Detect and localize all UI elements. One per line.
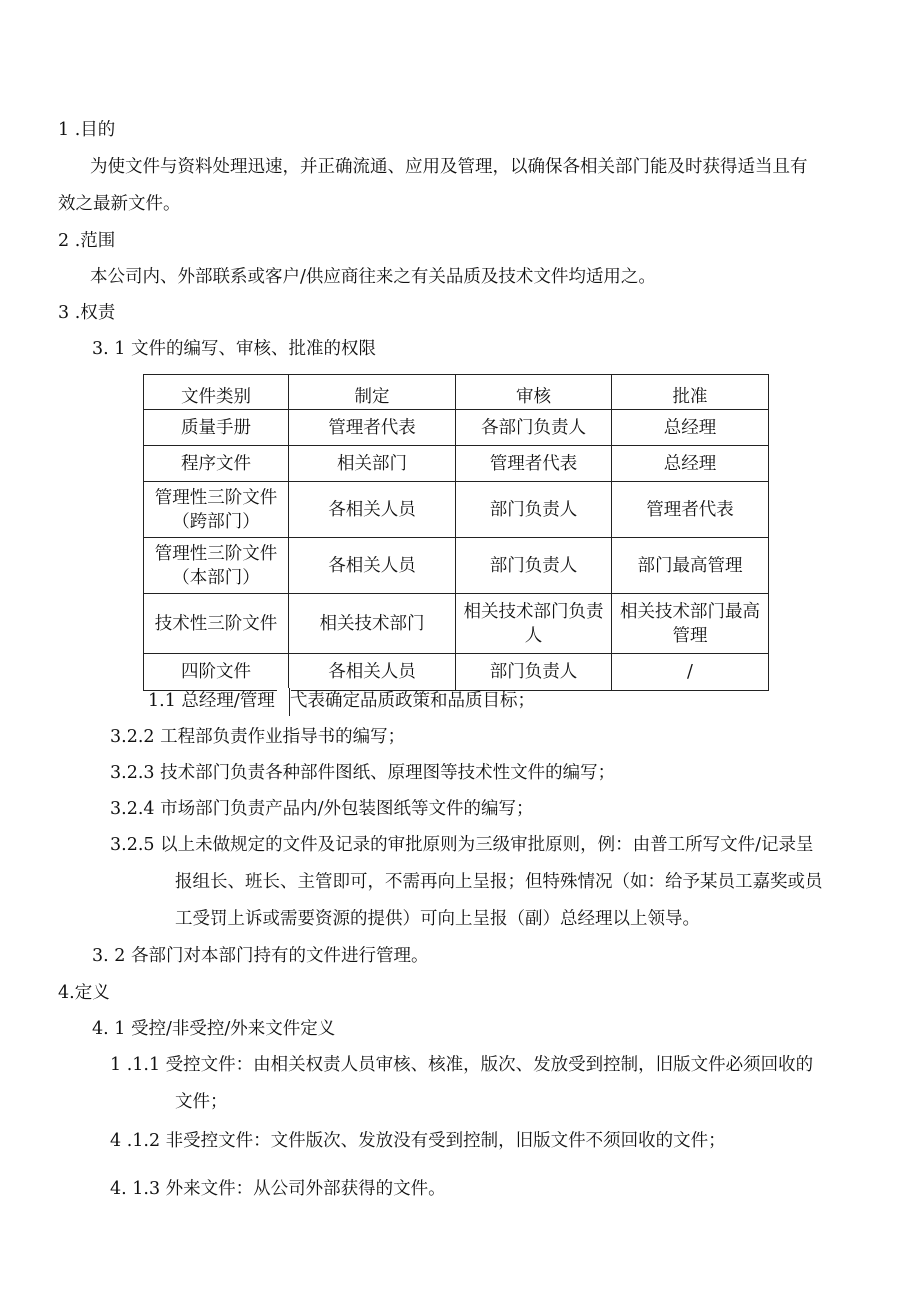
table-cell-line: 相关技术部门最高	[620, 601, 760, 622]
table-cell-line: 部门负责人	[489, 499, 578, 520]
table-cell	[144, 654, 289, 691]
table-cell-line: 各相关人员	[328, 499, 416, 520]
table-cell-line: 各相关人员	[328, 555, 416, 576]
table-cell	[612, 594, 769, 654]
table-header-cell: 文件类别	[144, 375, 289, 410]
table-cell	[289, 594, 456, 654]
table-cell-line: 管理者代表	[328, 417, 416, 438]
table-cell	[144, 538, 289, 594]
table-cell-line: 相关技术部门负责	[463, 601, 604, 622]
table-cell-line: 管理者代表	[489, 453, 578, 474]
table-cell-line: 各部门负责人	[481, 417, 586, 438]
section-2-body: 本公司内、外部联系或客户/供应商往来之有关品质及技术文件均适用之。	[90, 267, 656, 287]
table-cell-line: 人	[524, 625, 543, 646]
table-cell	[456, 410, 612, 446]
table-cell	[289, 482, 456, 538]
table-cell-line: 相关技术部门	[319, 613, 425, 634]
table-cell-line: 总经理	[663, 417, 717, 438]
table-cell	[144, 594, 289, 654]
table-cell	[456, 538, 612, 594]
table-row	[144, 654, 769, 691]
table-cell-line: /	[687, 662, 693, 682]
table-cell-line: （跨部门）	[172, 511, 260, 532]
table-cell	[456, 482, 612, 538]
table-cell	[456, 654, 612, 691]
section-1-body-line1: 为使文件与资料处理迅速，并正确流通、应用及管理，以确保各相关部门能及时获得适当且有	[90, 157, 808, 177]
table-cell	[612, 482, 769, 538]
section-1-body-line2: 效之最新文件。	[58, 194, 181, 214]
table-cell	[612, 538, 769, 594]
section-4-heading: 4.定义	[58, 983, 110, 1003]
table-header-cell: 审核	[456, 375, 612, 410]
table-row	[144, 594, 769, 654]
item-3-2-1-left: 1.1 总经理/管理	[148, 691, 275, 711]
item-4-1-3: 4. 1.3 外来文件：从公司外部获得的文件。	[110, 1179, 446, 1199]
authority-table	[143, 374, 768, 690]
table-cell-line: （本部门）	[172, 567, 260, 588]
table-cell	[612, 654, 769, 691]
table-cell	[289, 446, 456, 482]
table-cell	[289, 654, 456, 691]
table-cell	[612, 410, 769, 446]
table-cell	[456, 446, 612, 482]
item-4-1-2: 4 .1.2 非受控文件：文件版次、发放没有受到控制，旧版文件不须回收的文件；	[110, 1131, 726, 1151]
item-3-2-2: 3.2.2 工程部负责作业指导书的编写；	[110, 727, 406, 747]
table-row	[144, 446, 769, 482]
table-cell-line: 总经理	[663, 453, 717, 474]
item-3-2-5-line2: 报组长、班长、主管即可，不需再向上呈报；但特殊情况（如：给予某员工嘉奖或员	[175, 872, 823, 892]
table-cell	[456, 594, 612, 654]
table-cell-line: 相关部门	[337, 453, 407, 474]
item-3-2-5-line1: 3.2.5 以上未做规定的文件及记录的审批原则为三级审批原则，例：由普工所写文件/记录呈	[110, 835, 814, 855]
table-cell	[144, 446, 289, 482]
section-1-heading: 1 .目的	[58, 120, 116, 140]
table-row	[144, 538, 769, 594]
table-cell	[612, 446, 769, 482]
table-cell-line: 程序文件	[181, 453, 251, 474]
table-cell	[144, 482, 289, 538]
section-3-heading: 3 .权责	[58, 303, 116, 323]
table-cell-line: 各相关人员	[328, 662, 416, 682]
table-row	[144, 410, 769, 446]
table-cell	[144, 410, 289, 446]
table-cell	[289, 538, 456, 594]
section-2-heading: 2 .范围	[58, 231, 116, 251]
table-cell-line: 管理性三阶文件	[154, 487, 278, 508]
table-cell-line: 管理者代表	[646, 499, 734, 520]
table-header-cell: 批准	[612, 375, 769, 410]
table-cell-line: 部门负责人	[489, 555, 578, 576]
item-4-1-1-line2: 文件；	[175, 1092, 228, 1112]
subsection-3-2: 3. 2 各部门对本部门持有的文件进行管理。	[92, 946, 429, 966]
table-cell	[289, 410, 456, 446]
table-cell-line: 管理	[672, 625, 708, 646]
table-header-cell: 制定	[289, 375, 456, 410]
subsection-3-1-title: 3. 1 文件的编写、审核、批准的权限	[92, 339, 376, 359]
table-row	[144, 482, 769, 538]
item-4-1-1-line1: 1 .1.1 受控文件：由相关权责人员审核、核准，版次、发放受到控制，旧版文件必须回收的	[110, 1055, 814, 1075]
table-cell-line: 部门负责人	[489, 662, 578, 682]
table-cell-line: 技术性三阶文件	[154, 613, 278, 634]
table-cell-line: 管理性三阶文件	[154, 543, 278, 564]
subsection-4-1-title: 4. 1 受控/非受控/外来文件定义	[92, 1019, 336, 1039]
table-cell-line: 质量手册	[181, 417, 251, 438]
table-cell-line: 四阶文件	[181, 662, 251, 682]
item-3-2-5-line3: 工受罚上诉或需要资源的提供）可向上呈报（副）总经理以上领导。	[175, 909, 700, 929]
item-3-2-1-right: 弋表确定品质政策和品质目标；	[290, 691, 535, 711]
table-cell-line: 部门最高管理	[637, 555, 743, 576]
table-header-row	[144, 375, 769, 410]
item-3-2-3: 3.2.3 技术部门负责各种部件图纸、原理图等技术性文件的编写；	[110, 763, 616, 783]
item-3-2-4: 3.2.4 市场部门负责产品内/外包装图纸等文件的编写；	[110, 799, 534, 819]
